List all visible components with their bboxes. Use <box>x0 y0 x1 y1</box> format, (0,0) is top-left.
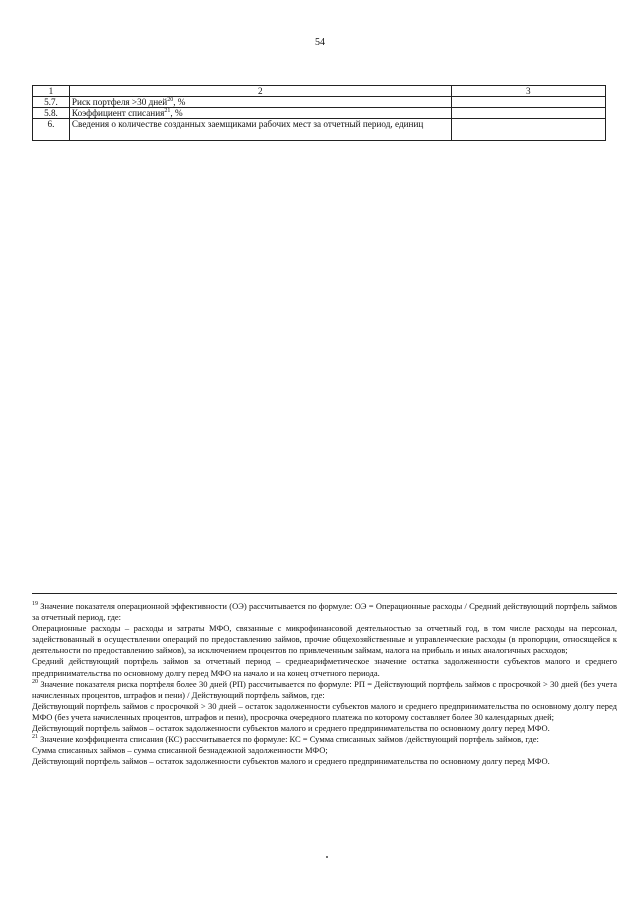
footnote-19 <box>32 601 617 623</box>
row-value <box>451 97 605 108</box>
footnote-text: Значение показателя риска портфеля более 30 дней (РП) рассчитывается по формуле: РП = Действующий портфель займов с просрочкой > 30 дней (без учета начисленных процентов, штрафов и пени) / Действующий портфель займов, где: <box>32 678 617 700</box>
table-row <box>33 97 606 108</box>
footnote-mark: 19 <box>32 601 38 608</box>
row-number: 6. <box>33 119 70 141</box>
scan-dot <box>326 856 328 858</box>
footnote-ref: 20 <box>167 96 174 103</box>
footnote-20 <box>32 679 617 701</box>
row-label-text: Риск портфеля >30 дней <box>71 97 168 107</box>
row-value <box>451 119 605 141</box>
footnote-21 <box>32 734 617 745</box>
row-label-suffix: , % <box>173 97 186 107</box>
indicators-table <box>32 85 606 141</box>
footnote-text: Действующий портфель займов – остаток задолженности субъектов малого и среднего предпринимательства по основному долгу перед МФО. <box>32 756 550 767</box>
footnote-text: Операционные расходы – расходы и затраты МФО, связанные с микрофинансовой деятельностью за отчетный год, в том числе расходы на персонал, задействованный в осуществлении операций по предоставлению займов, прочие общехозяйственные и управленческие расходы (в пропорции, относящейся к деятельности по предоставлению займов), за исключением процентов по привлеченным займам, налога на прибыль и иных аналогичных расходов; <box>32 623 617 656</box>
header-col-2: 2 <box>69 86 451 97</box>
footnote-mark: 21 <box>32 734 38 741</box>
row-number: 5.7. <box>33 97 70 108</box>
footnote-text: Действующий портфель займов с просрочкой > 30 дней – остаток задолженности субъектов малого и среднего предпринимательства по основному долгу перед МФО (без учета начисленных процентов, штрафов и пени), просрочка очередного платежа по которому составляет более 30 календарных дней; <box>32 700 617 722</box>
footnote-text: Действующий портфель займов – остаток задолженности субъектов малого и среднего предпринимательства по основному долгу перед МФО. <box>32 723 550 734</box>
row-label <box>69 119 451 141</box>
header-col-1: 1 <box>33 86 70 97</box>
row-label-text: Сведения о количестве созданных заемщиками рабочих мест за отчетный период, единиц <box>71 119 424 129</box>
header-col-3: 3 <box>451 86 605 97</box>
row-label <box>69 108 451 119</box>
row-number: 5.8. <box>33 108 70 119</box>
row-label <box>69 97 451 108</box>
footnote-text: Средний действующий портфель займов за отчетный период – среднеарифметическое значение остатка задолженности субъектов малого и среднего предпринимательства по основному долгу перед МФО на начало и на конец отчетного периода. <box>32 656 617 678</box>
row-label-text: Коэффициент списания <box>71 108 165 118</box>
footnote-text: Значение показателя операционной эффективности (ОЭ) рассчитывается по формуле: ОЭ = Операционные расходы / Средний действующий портфель займов за отчетный период, где: <box>32 601 617 623</box>
footnote-separator <box>32 593 617 594</box>
footnote-ref: 21 <box>164 107 171 114</box>
page-number: 54 <box>315 37 325 48</box>
footnote-text: Значение коэффициента списания (КС) рассчитывается по формуле: КС = Сумма списанных займов /действующий портфель займов, где: <box>40 734 539 745</box>
table-header-row <box>33 86 606 97</box>
row-label-suffix: , % <box>170 108 183 118</box>
table-row <box>33 119 606 141</box>
footnote-text: Сумма списанных займов – сумма списанной безнадежной задолженности МФО; <box>32 745 328 756</box>
row-value <box>451 108 605 119</box>
footnote-mark: 20 <box>32 678 38 685</box>
table-row <box>33 108 606 119</box>
footnotes <box>32 601 617 767</box>
